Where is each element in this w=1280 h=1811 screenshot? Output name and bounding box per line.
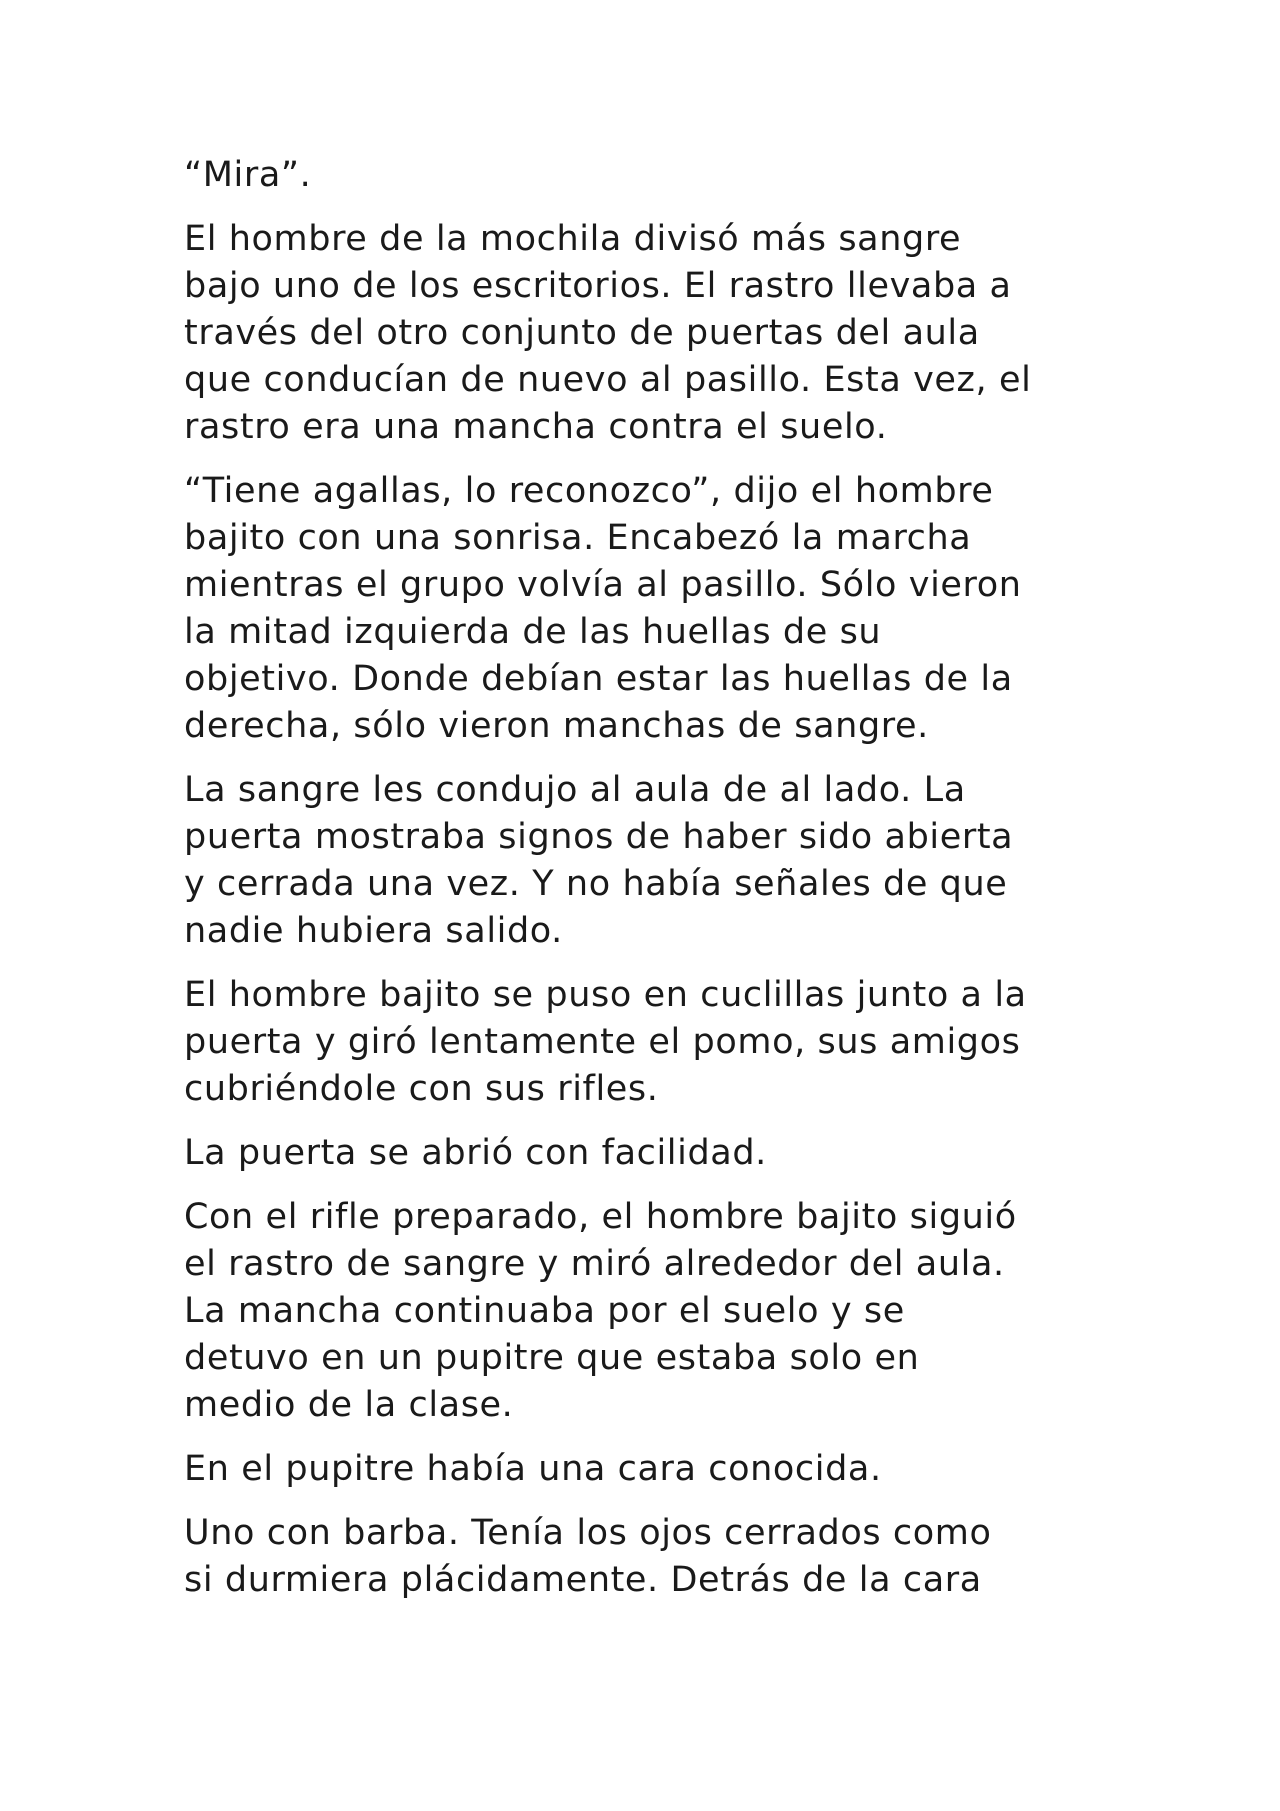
paragraph-2: El hombre de la mochila divisó más sangre bajo uno de los escritorios. El rastro llevaba a través del otro conjunto de puertas del aula que conducían de nuevo al pasillo. Esta vez, el rastro era una mancha contra el suelo.: [184, 219, 1032, 447]
paragraph-6: La puerta se abrió con facilidad.: [184, 1133, 767, 1173]
paragraph-3: “Tiene agallas, lo reconozco”, dijo el hombre bajito con una sonrisa. Encabezó la marcha mientras el grupo volvía al pasillo. Sólo vieron la mitad izquierda de las huellas de su objetivo. Donde debían estar las huellas de la derecha, sólo vieron manchas de sangre.: [184, 471, 1022, 746]
paragraph-5: El hombre bajito se puso en cuclillas junto a la puerta y giró lentamente el pomo, sus amigos cubriéndole con sus rifles.: [184, 975, 1027, 1109]
body-text: [184, 152, 1184, 1621]
paragraph-8: En el pupitre había una cara conocida.: [184, 1449, 882, 1489]
paragraph-7: Con el rifle preparado, el hombre bajito siguió el rastro de sangre y miró alrededor del aula. La mancha continuaba por el suelo y se detuvo en un pupitre que estaba solo en medio de la clase.: [184, 1197, 1017, 1425]
paragraph-4: La sangre les condujo al aula de al lado. La puerta mostraba signos de haber sido abierta y cerrada una vez. Y no había señales de que nadie hubiera salido.: [184, 770, 1014, 951]
paragraph-9: Uno con barba. Tenía los ojos cerrados como si durmiera plácidamente. Detrás de la cara: [184, 1513, 992, 1600]
paragraph-1: “Mira”.: [184, 155, 312, 195]
